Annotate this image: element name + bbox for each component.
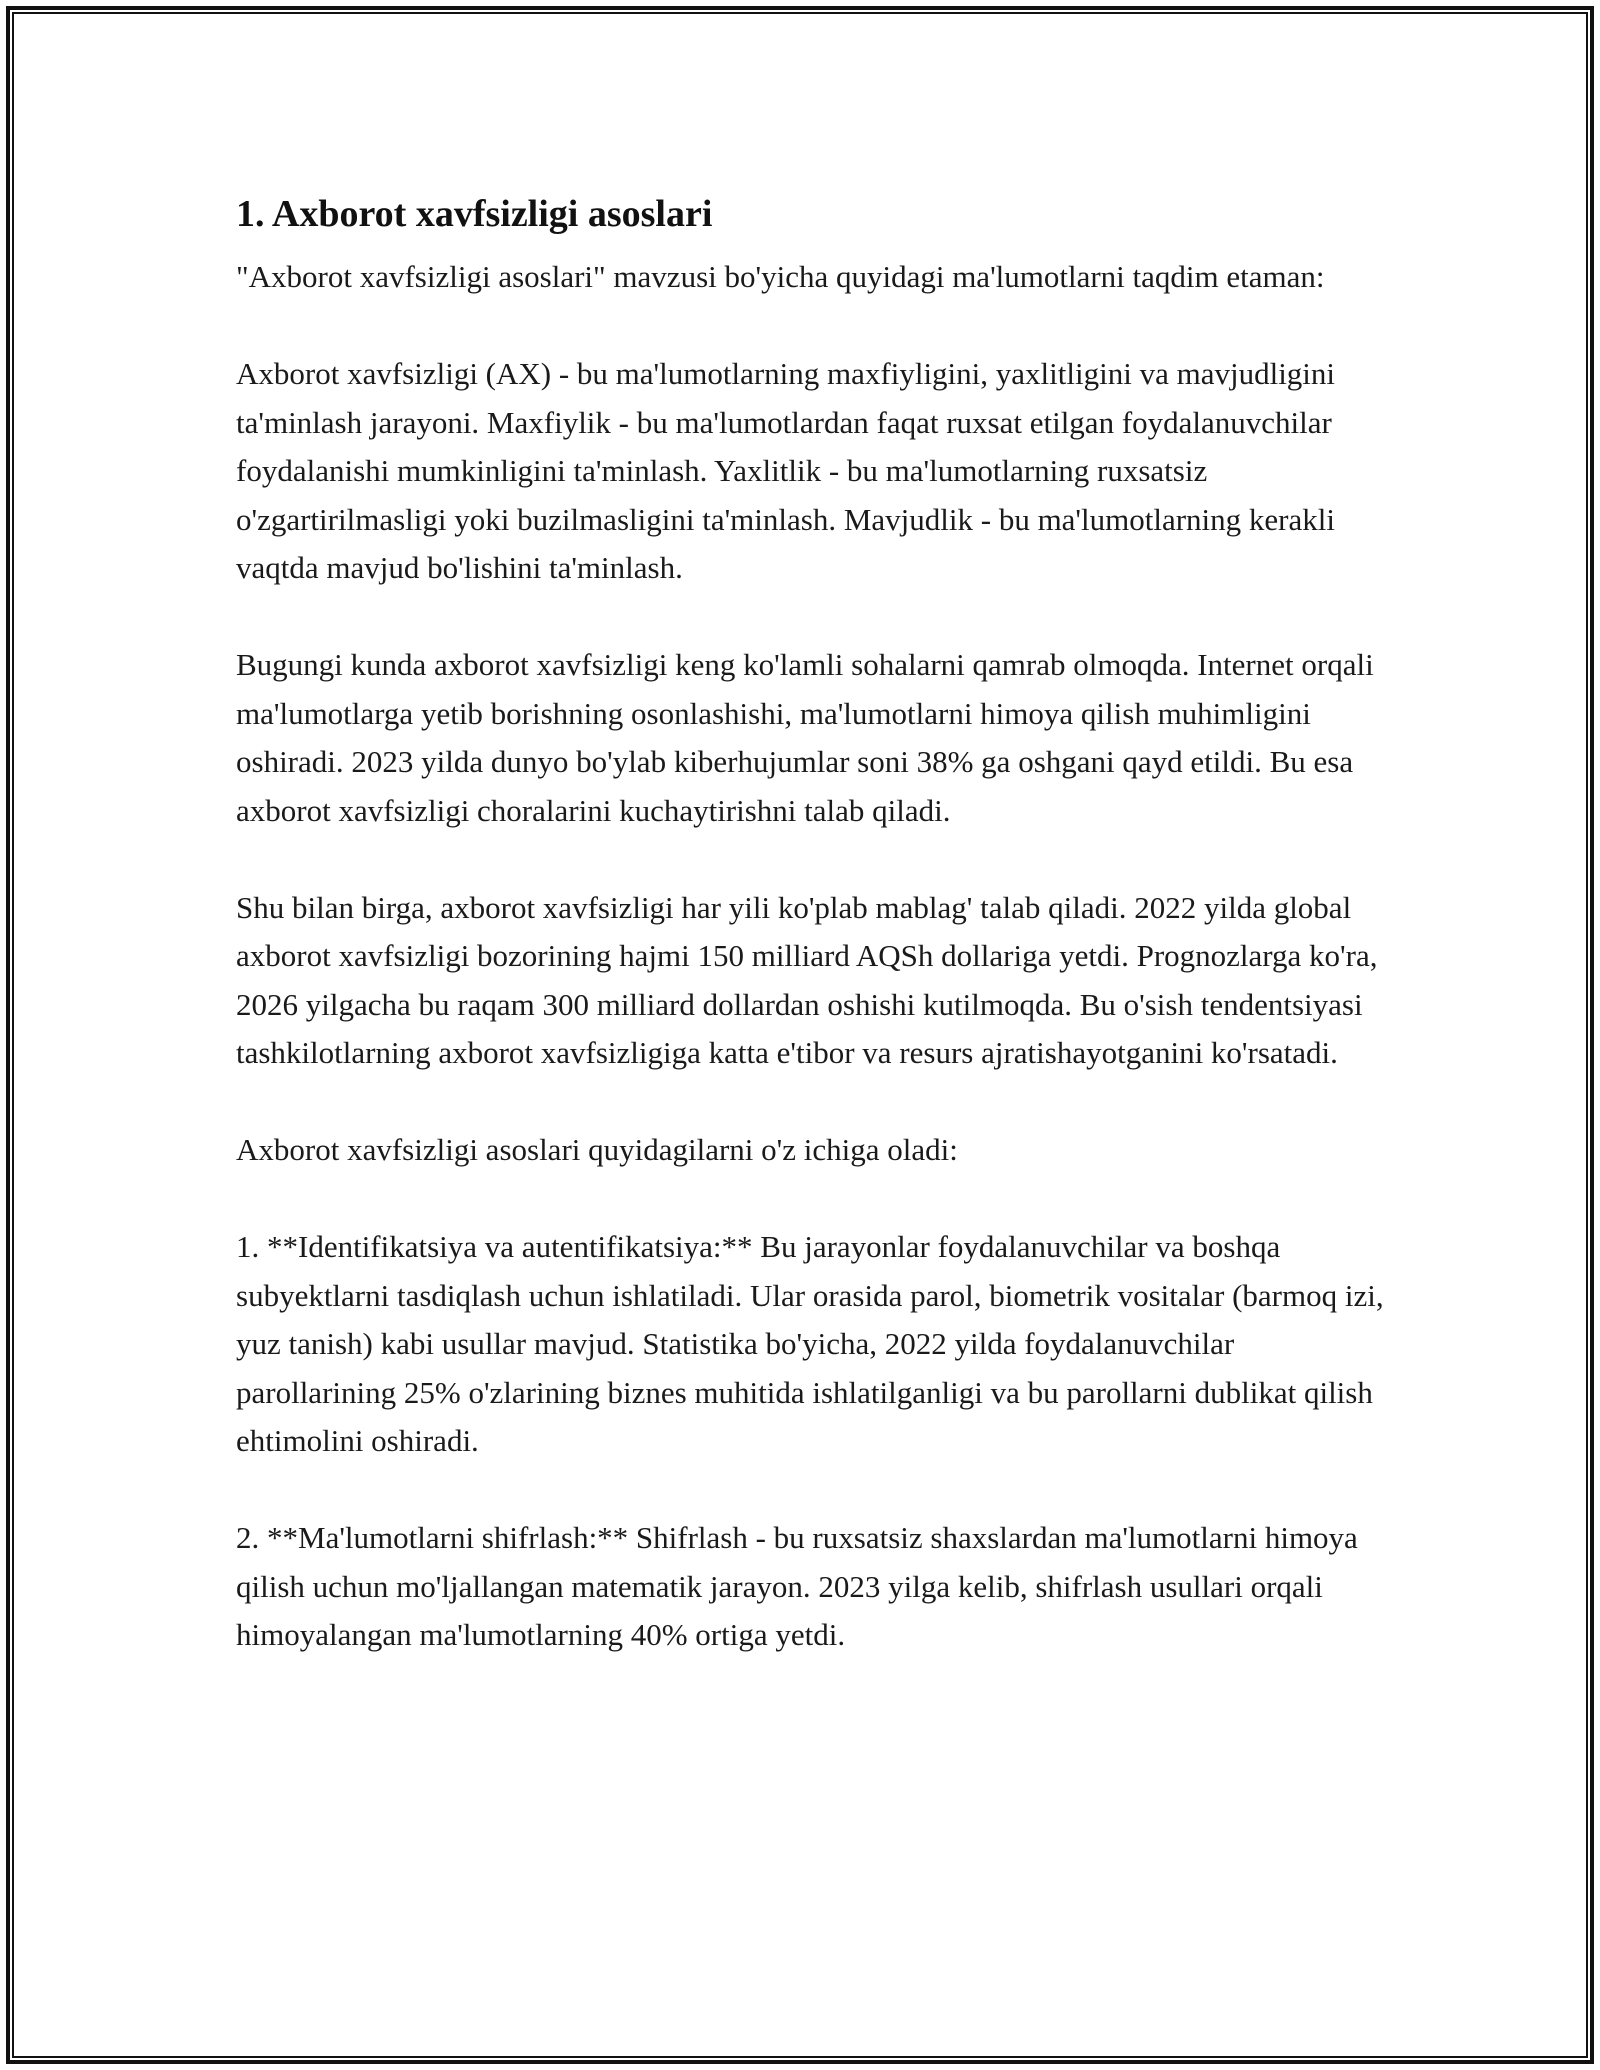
list-item-encryption: 2. **Ma'lumotlarni shifrlash:** Shifrlash - bu ruxsatsiz shaxslardan ma'lumotlarni himoya qilish uchun mo'ljallangan matematik jarayon. 2023 yilga kelib, shifrlash usullari orqali himoyalangan ma'lumotlarning 40% ortiga yetdi. — [236, 1520, 1358, 1652]
document-title: 1. Axborot xavfsizligi asoslari — [236, 193, 713, 235]
market-paragraph: Shu bilan birga, axborot xavfsizligi har yili ko'plab mablag' talab qiladi. 2022 yilda global axborot xavfsizligi bozorining hajmi 150 milliard AQSh dollariga yetdi. Prognozlarga ko'ra, 2026 yilgacha bu raqam 300 milliard dollardan oshishi kutilmoqda. Bu o'sish tendentsiyasi tashkilotlarning axborot xavfsizligiga katta e'tibor va resurs ajratishayotganini ko'rsatadi. — [236, 889, 1378, 1070]
fundamentals-intro-paragraph: Axborot xavfsizligi asoslari quyidagilarni o'z ichiga oladi: — [236, 1132, 958, 1167]
list-item-identification: 1. **Identifikatsiya va autentifikatsiya:** Bu jarayonlar foydalanuvchilar va boshqa subyektlarni tasdiqlash uchun ishlatiladi. Ular orasida parol, biometrik vositalar (barmoq izi, yuz tanish) kabi usullar mavjud. Statistika bo'yicha, 2022 yilda foydalanuvchilar parollarining 25% o'zlarining biznes muhitida ishlatilganligi va bu parollarni dublikat qilish ehtimolini oshiradi. — [236, 1229, 1384, 1458]
importance-paragraph: Bugungi kunda axborot xavfsizligi keng ko'lamli sohalarni qamrab olmoqda. Internet orqali ma'lumotlarga yetib borishning osonlashishi, ma'lumotlarni himoya qilish muhimligini oshiradi. 2023 yilda dunyo bo'ylab kiberhujumlar soni 38% ga oshgani qayd etildi. Bu esa axborot xavfsizligi choralarini kuchaytirishni talab qiladi. — [236, 647, 1374, 828]
intro-paragraph: "Axborot xavfsizligi asoslari" mavzusi bo'yicha quyidagi ma'lumotlarni taqdim etaman: — [236, 259, 1325, 294]
document-body — [236, 185, 1386, 1660]
definition-paragraph: Axborot xavfsizligi (AX) - bu ma'lumotlarning maxfiyligini, yaxlitligini va mavjudligini ta'minlash jarayoni. Maxfiylik - bu ma'lumotlardan faqat ruxsat etilgan foydalanuvchilar foydalanishi mumkinligini ta'minlash. Yaxlitlik - bu ma'lumotlarning ruxsatsiz o'zgartirilmasligi yoki buzilmasligini ta'minlash. Mavjudlik - bu ma'lumotlarning kerakli vaqtda mavjud bo'lishini ta'minlash. — [236, 356, 1336, 585]
